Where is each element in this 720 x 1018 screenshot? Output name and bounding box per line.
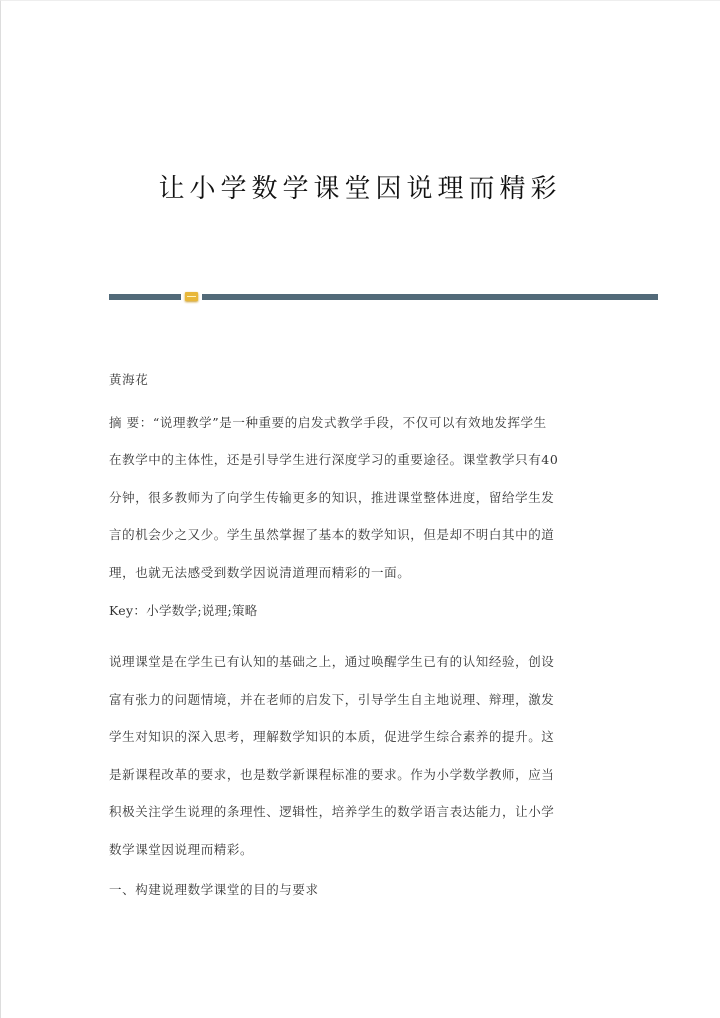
abstract-line: 在教学中的主体性，还是引导学生进行深度学习的重要途径。课堂教学只有40 [109, 452, 559, 467]
paragraph-line: 富有张力的问题情境，并在老师的启发下，引导学生自主地说理、辩理，激发 [109, 692, 555, 707]
paragraph-line: 数学课堂因说理而精彩。 [109, 842, 254, 857]
title-divider-left [109, 294, 181, 300]
paragraph-line: 说理课堂是在学生已有认知的基础之上，通过唤醒学生已有的认知经验，创设 [109, 654, 555, 669]
title-divider-right [202, 294, 658, 300]
abstract-line: 理，也就无法感受到数学因说清道理而精彩的一面。 [109, 565, 411, 580]
paragraph-line: 是新课程改革的要求，也是数学新课程标准的要求。作为小学数学教师，应当 [109, 767, 555, 782]
keywords: Key：小学数学;说理;策略 [109, 603, 258, 618]
document-title: 让小学数学课堂因说理而精彩 [158, 174, 562, 204]
paragraph-line: 学生对知识的深入思考，理解数学知识的本质，促进学生综合素养的提升。这 [109, 729, 555, 744]
author: 黄海花 [109, 372, 149, 387]
paragraph-line: 积极关注学生说理的条理性、逻辑性，培养学生的数学语言表达能力，让小学 [109, 804, 555, 819]
abstract-line: 言的机会少之又少。学生虽然掌握了基本的数学知识，但是却不明白其中的道 [109, 527, 555, 542]
abstract-line: 摘 要：“说理教学”是一种重要的启发式教学手段，不仅可以有效地发挥学生 [109, 415, 547, 430]
abstract-line: 分钟，很多教师为了向学生传输更多的知识，推进课堂整体进度，留给学生发 [109, 490, 555, 505]
section-heading: 一、构建说理数学课堂的目的与要求 [109, 882, 319, 897]
divider-ornament-icon [185, 292, 198, 301]
